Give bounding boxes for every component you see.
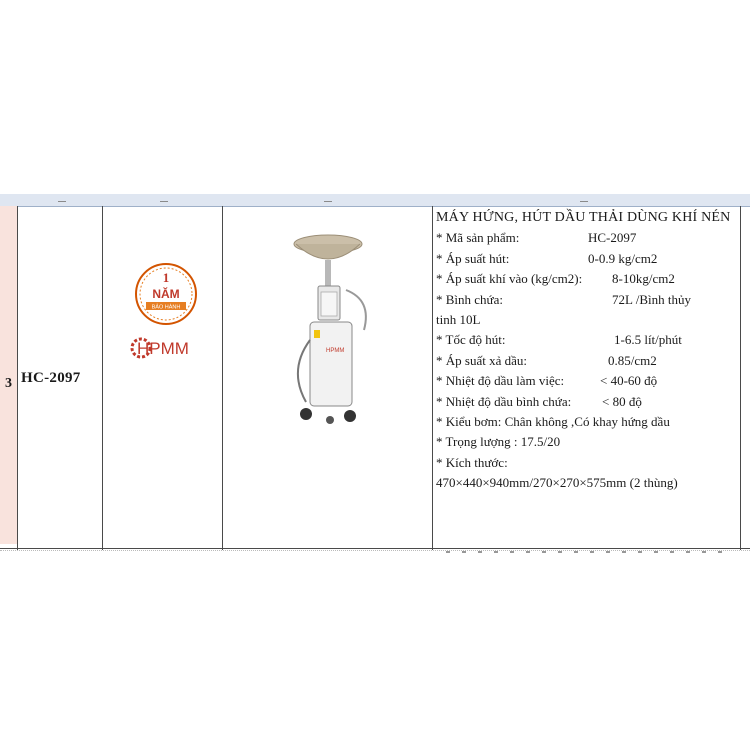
spec-label: * Áp suất khí vào (kg/cm2):	[436, 271, 583, 287]
spec-row	[436, 473, 742, 493]
machine-brand-mark: HPMM	[326, 348, 345, 354]
spec-row	[436, 249, 742, 269]
spec-value: 72L /Bình thủy	[612, 291, 691, 307]
spec-value: < 40-60 độ	[600, 373, 658, 389]
spec-value: HC-2097	[588, 230, 637, 246]
column-header-mark	[580, 197, 588, 202]
spec-row	[436, 269, 742, 289]
product-code-cell[interactable]: HC-2097	[21, 370, 81, 386]
spec-value: 1-6.5 lít/phút	[614, 332, 682, 348]
spec-row	[436, 412, 742, 432]
spec-value: 8-10kg/cm2	[612, 271, 675, 287]
spec-value: 0-0.9 kg/cm2	[588, 250, 658, 266]
badge-sub-text: BẢO HÀNH	[151, 304, 181, 311]
spec-label: * Mã sản phẩm:	[436, 230, 520, 246]
spec-value: 0.85/cm2	[608, 352, 657, 368]
grid-line	[17, 206, 18, 550]
next-row-text-fragment	[436, 550, 736, 554]
spec-label: * Kiểu bơm: Chân không ,Có khay hứng dầu	[436, 413, 670, 429]
column-header-strip[interactable]	[0, 194, 750, 207]
spec-label: * Áp suất xả dầu:	[436, 352, 527, 368]
column-header-mark	[160, 197, 168, 202]
spec-row	[436, 392, 742, 412]
spec-label: * Trọng lượng : 17.5/20	[436, 434, 561, 450]
column-header-mark	[58, 197, 66, 202]
row-number: 3	[5, 376, 12, 391]
badge-main-text: NĂM	[152, 287, 180, 301]
column-header-mark	[324, 197, 332, 202]
hpmm-logo	[130, 335, 206, 361]
grid-line	[222, 206, 223, 550]
warranty-badge-icon	[134, 262, 198, 326]
spec-label: * Nhiệt độ dầu bình chứa:	[436, 393, 572, 409]
spec-label: * Tốc độ hút:	[436, 332, 506, 348]
product-description-cell[interactable]	[436, 208, 742, 493]
spec-row	[436, 290, 742, 310]
spec-label: * Bình chứa:	[436, 291, 503, 307]
spec-row	[436, 310, 742, 330]
grid-line-bottom	[0, 548, 750, 549]
spec-label: 470×440×940mm/270×270×575mm (2 thùng)	[436, 475, 678, 491]
grid-line	[432, 206, 433, 550]
badge-number: 1	[162, 270, 170, 285]
spec-label: * Áp suất hút:	[436, 250, 510, 266]
grid-line	[102, 206, 103, 550]
spec-label: * Kích thước:	[436, 454, 508, 470]
row-header-cell[interactable]	[0, 206, 18, 544]
spec-value: < 80 độ	[602, 393, 642, 409]
spec-row	[436, 453, 742, 473]
spec-row	[436, 371, 742, 391]
spec-label: * Nhiệt độ dầu làm việc:	[436, 373, 565, 389]
spec-row	[436, 351, 742, 371]
spec-row	[436, 432, 742, 452]
spec-row	[436, 330, 742, 350]
logo-text: HPMM	[137, 339, 189, 358]
oil-drainer-machine-image	[280, 230, 390, 430]
product-title: MÁY HỨNG, HÚT DẦU THẢI DÙNG KHÍ NÉN	[436, 210, 731, 225]
spec-label: tinh 10L	[436, 311, 481, 327]
spec-row	[436, 228, 742, 248]
